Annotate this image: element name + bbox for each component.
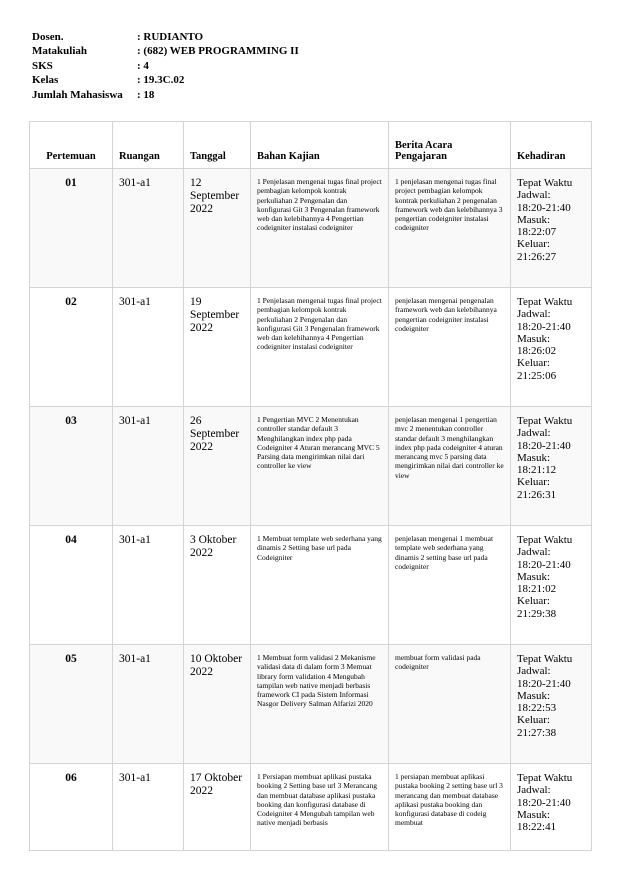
room-cell: 301-a1 xyxy=(113,288,184,407)
schedule-value: 18:20-21:40 xyxy=(517,201,571,214)
check-in-value: 18:26:02 xyxy=(517,345,557,358)
attendance-cell xyxy=(511,645,592,764)
attendance-status: Tepat Waktu xyxy=(517,534,573,546)
check-out-label: Keluar: xyxy=(517,238,550,251)
room-cell: 301-a1 xyxy=(113,169,184,288)
info-row-matakuliah xyxy=(32,44,299,58)
jumlah-mahasiswa-label: Jumlah Mahasiswa xyxy=(32,88,123,101)
check-in-label: Masuk: xyxy=(517,808,550,821)
meeting-number: 05 xyxy=(30,645,113,764)
check-out-value: 21:29:38 xyxy=(517,607,557,620)
table-row xyxy=(30,526,592,645)
berita-acara-cell: penjelasan mengenai pengenalan framework web dan kelebihannya pengertian codeigniter instalasi codeigniter xyxy=(389,288,511,407)
schedule-label: Jadwal: xyxy=(517,427,551,440)
attendance-cell xyxy=(511,288,592,407)
table-row xyxy=(30,407,592,526)
check-in-label: Masuk: xyxy=(517,451,550,464)
schedule-label: Jadwal: xyxy=(517,546,551,559)
attendance-status: Tepat Waktu xyxy=(517,177,573,189)
bahan-kajian-cell: 1 Persiapan membuat aplikasi pustaka booking 2 Setting base url 3 Merancang dan membuat database aplikasi pustaka booking dan konfigurasi database di Codeigniter 4 Mengubah tampilan web native menjadi berbasis xyxy=(251,764,389,851)
room-cell: 301-a1 xyxy=(113,764,184,851)
check-out-label: Keluar: xyxy=(517,476,550,489)
check-out-value: 21:27:38 xyxy=(517,726,557,739)
schedule-value: 18:20-21:40 xyxy=(517,439,571,452)
table-row xyxy=(30,645,592,764)
sks-label: SKS xyxy=(32,59,53,72)
check-out-value: 21:25:06 xyxy=(517,369,557,382)
date-cell: 17 Oktober 2022 xyxy=(184,764,251,851)
check-in-value: 18:22:41 xyxy=(517,821,557,834)
room-cell: 301-a1 xyxy=(113,407,184,526)
schedule-value: 18:20-21:40 xyxy=(517,558,571,571)
check-out-label: Keluar: xyxy=(517,714,550,727)
date-cell: 10 Oktober 2022 xyxy=(184,645,251,764)
check-in-label: Masuk: xyxy=(517,570,550,583)
attendance-status: Tepat Waktu xyxy=(517,772,573,784)
meeting-number: 06 xyxy=(30,764,113,851)
column-header-kehadiran: Kehadiran xyxy=(511,122,592,169)
date-cell: 26 September 2022 xyxy=(184,407,251,526)
info-row-jumlah xyxy=(32,88,299,102)
bahan-kajian-cell: 1 Pengertian MVC 2 Menentukan controller standar default 3 Menghilangkan index php pada Codeigniter 4 Aturan merancang MVC 5 Parsing data mengirimkan nilai dari controller ke view xyxy=(251,407,389,526)
meeting-number: 02 xyxy=(30,288,113,407)
attendance-status: Tepat Waktu xyxy=(517,653,573,665)
schedule-label: Jadwal: xyxy=(517,784,551,797)
dosen-label: Dosen. xyxy=(32,31,64,43)
column-header-pertemuan: Pertemuan xyxy=(30,122,113,169)
check-in-value: 18:21:12 xyxy=(517,464,557,477)
table-row xyxy=(30,288,592,407)
matakuliah-value: : (682) WEB PROGRAMMING II xyxy=(137,45,299,58)
bahan-kajian-cell: 1 Penjelasan mengenai tugas final project pembagian kelompok kontrak perkuliahan 2 Pengenalan dan konfigurasi Git 3 Pengenalan framework web dan kelebihannya 4 Pengertian codeigniter instalasi codeigniter xyxy=(251,169,389,288)
check-in-label: Masuk: xyxy=(517,689,550,702)
course-info xyxy=(32,30,299,102)
sks-value: : 4 xyxy=(137,59,149,72)
check-in-value: 18:22:53 xyxy=(517,702,557,715)
berita-acara-cell: penjelasan mengenai 1 pengertian mvc 2 menentukan controller standar default 3 menghilangkan index php pada codeigniter 4 aturan merancang mvc 5 parsing data mengirimkan nilai dari controller ke view xyxy=(389,407,511,526)
info-row-dosen xyxy=(32,30,299,44)
schedule-value: 18:20-21:40 xyxy=(517,320,571,333)
berita-acara-cell: 1 persiapan membuat aplikasi pustaka booking 2 setting base url 3 merancang dan membuat database aplikasi pustaka booking dan konfigurasi database di codeig membuat xyxy=(389,764,511,851)
table-header-row xyxy=(30,122,592,169)
room-cell: 301-a1 xyxy=(113,526,184,645)
kelas-label: Kelas xyxy=(32,74,59,87)
column-header-bahan-kajian: Bahan Kajian xyxy=(251,122,389,169)
check-in-value: 18:21:02 xyxy=(517,583,557,596)
berita-acara-cell: 1 penjelasan mengenai tugas final project pembagian kelompok kontrak perkuliahan 2 pengenalan framework web dan kelebihannya 3 pengertian codeigniter instalasi codeigniter xyxy=(389,169,511,288)
bahan-kajian-cell: 1 Membuat template web sederhana yang dinamis 2 Setting base url pada Codeigniter xyxy=(251,526,389,645)
check-in-label: Masuk: xyxy=(517,332,550,345)
bahan-kajian-cell: 1 Membuat form validasi 2 Mekanisme validasi data di dalam form 3 Memuat library form validation 4 Mengubah tampilan web native menjadi berbasis framework CI pada Sistem Informasi Nasgor Delivery Salman Alfarizi 2020 xyxy=(251,645,389,764)
check-in-value: 18:22:07 xyxy=(517,226,557,239)
room-cell: 301-a1 xyxy=(113,645,184,764)
schedule-label: Jadwal: xyxy=(517,665,551,678)
dosen-value: : RUDIANTO xyxy=(137,31,204,43)
meeting-number: 04 xyxy=(30,526,113,645)
schedule-value: 18:20-21:40 xyxy=(517,677,571,690)
attendance-status: Tepat Waktu xyxy=(517,296,573,308)
schedule-value: 18:20-21:40 xyxy=(517,796,571,809)
check-out-value: 21:26:31 xyxy=(517,488,557,501)
attendance-table xyxy=(29,121,592,851)
check-out-label: Keluar: xyxy=(517,357,550,370)
table-row xyxy=(30,169,592,288)
column-header-tanggal: Tanggal xyxy=(184,122,251,169)
attendance-cell xyxy=(511,407,592,526)
info-row-kelas xyxy=(32,73,299,87)
check-in-label: Masuk: xyxy=(517,213,550,226)
bahan-kajian-cell: 1 Penjelasan mengenai tugas final project pembagian kelompok kontrak perkuliahan 2 Pengenalan dan konfigurasi Git 3 Pengenalan framework web dan kelebihannya 4 Pengertian codeigniter instalasi codeigniter xyxy=(251,288,389,407)
matakuliah-label: Matakuliah xyxy=(32,45,88,58)
attendance-status: Tepat Waktu xyxy=(517,415,573,427)
jumlah-mahasiswa-value: : 18 xyxy=(137,88,155,101)
meeting-number: 01 xyxy=(30,169,113,288)
date-cell: 12 September 2022 xyxy=(184,169,251,288)
date-cell: 3 Oktober 2022 xyxy=(184,526,251,645)
berita-acara-cell: penjelasan mengenai 1 membuat template web sederhana yang dinamis 2 setting base url pada codeigniter xyxy=(389,526,511,645)
column-header-ruangan: Ruangan xyxy=(113,122,184,169)
kelas-value: : 19.3C.02 xyxy=(137,74,185,87)
date-cell: 19 September 2022 xyxy=(184,288,251,407)
table-row xyxy=(30,764,592,851)
attendance-cell xyxy=(511,526,592,645)
attendance-cell xyxy=(511,764,592,851)
check-out-value: 21:26:27 xyxy=(517,250,557,263)
meeting-number: 03 xyxy=(30,407,113,526)
column-header-berita-acara: Berita Acara Pengajaran xyxy=(389,122,511,169)
attendance-table-wrapper xyxy=(29,121,591,851)
info-row-sks xyxy=(32,59,299,73)
attendance-cell xyxy=(511,169,592,288)
berita-acara-cell: membuat form validasi pada codeigniter xyxy=(389,645,511,764)
schedule-label: Jadwal: xyxy=(517,308,551,321)
check-out-label: Keluar: xyxy=(517,595,550,608)
schedule-label: Jadwal: xyxy=(517,189,551,202)
